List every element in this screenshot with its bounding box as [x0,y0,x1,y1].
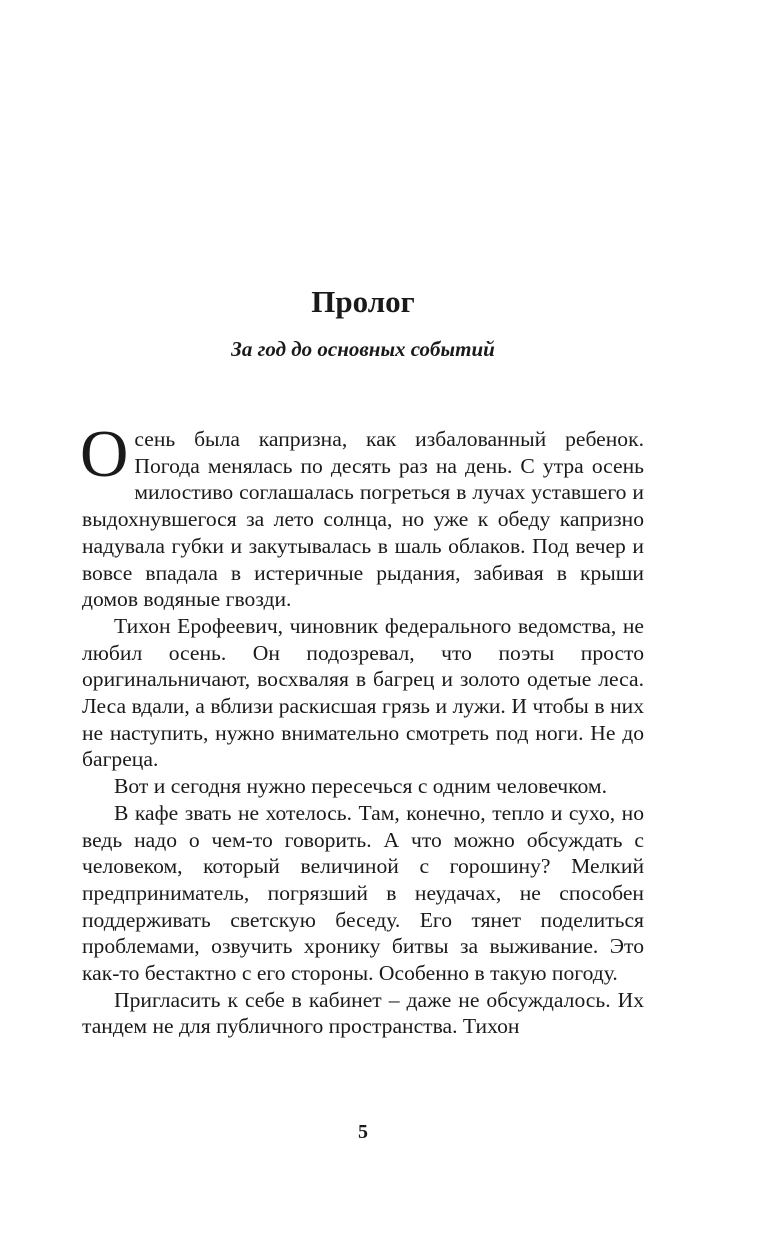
chapter-title: Пролог [311,284,415,319]
book-page [82,0,644,1241]
paragraph-5: Пригласить к себе в кабинет – даже не обсуждалось. Их тандем не для публичного пространства. Тихон [82,987,644,1039]
paragraph-1-text: сень была капризна, как избалованный ребенок. Погода менялась по десять раз на день. С утра осень милостиво соглашалась погреться в лучах уставшего и выдохнувшегося за лето солнца, но уже к обеду капризно надувала губки и закутывалась в шаль облаков. Под вечер и вовсе впадала в истеричные рыдания, забивая в крыши домов водяные гвозди. [82,427,644,612]
paragraph-3: Вот и сегодня нужно пересечься с одним человечком. [114,774,607,799]
chapter-subtitle: За год до основных событий [231,337,495,361]
page-number: 5 [358,1121,368,1143]
paragraph-2: Тихон Ерофеевич, чиновник федерального ведомства, не любил осень. Он подозревал, что поэты просто оригинальничают, восхваляя в багрец и золото одетые леса. Леса вдали, а вблизи раскисшая грязь и лужи. И чтобы в них не наступить, нужно внимательно смотреть под ноги. Не до багреца. [82,613,644,772]
paragraph-4: В кафе звать не хотелось. Там, конечно, тепло и сухо, но ведь надо о чем-то говорить. А что можно обсуждать с человеком, который величиной с горошину? Мелкий предприниматель, погрязший в неудачах, не способен поддерживать светскую беседу. Его тянет поделиться проблемами, озвучить хронику битвы за выживание. Это как-то бестактно с его стороны. Особенно в такую погоду. [82,800,644,986]
drop-cap: О [80,417,129,491]
paragraph-1 [80,417,644,613]
chapter-body [80,417,644,1040]
